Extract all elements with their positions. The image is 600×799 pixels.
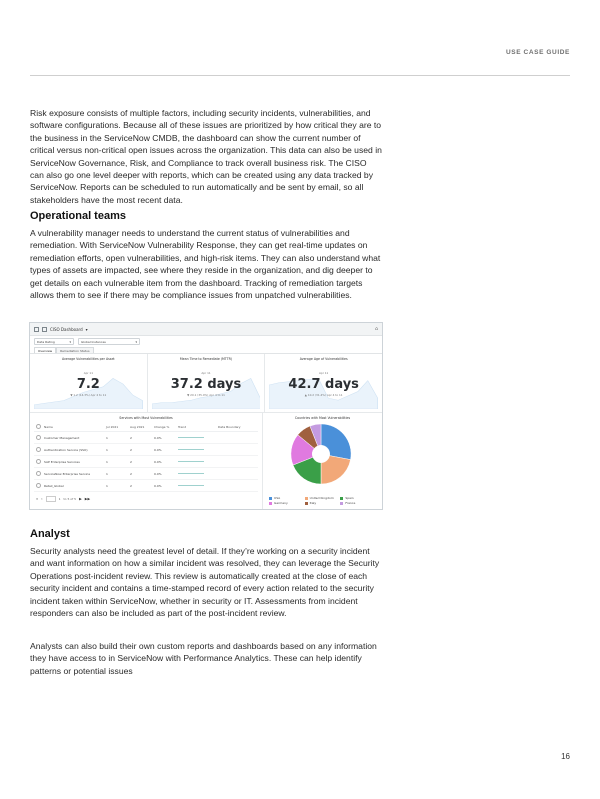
chart-title: Countries with Most Vulnerabilities [294, 416, 351, 420]
first-page-icon[interactable]: « [36, 497, 39, 501]
legend-swatch [340, 502, 343, 505]
donut-slice-usa[interactable] [321, 424, 351, 460]
filter-label: Data Rating [37, 339, 55, 344]
service-name[interactable]: Authentication Service (SSO) [42, 444, 104, 456]
menu-icon[interactable] [34, 327, 39, 332]
legend-item[interactable] [269, 496, 305, 500]
cell: 1 [104, 432, 128, 444]
cell: 0.0% [152, 444, 176, 456]
page-range: to 5 of 5 [63, 497, 77, 501]
trend-line [178, 485, 204, 486]
trend-line [178, 449, 204, 450]
metric-card-change: ▼ 1.2 (14.3%) Apr 4 to 11 [70, 393, 107, 397]
document-section-label: USE CASE GUIDE [505, 49, 570, 56]
metric-card-value: 7.2 [76, 377, 100, 392]
analyst-paragraph-1: Security analysts need the greatest level of detail. If they’re working on a security incident and want information on how a similar incident was resolved, they can leverage the Security Operations post-incident review. This review is automatically created at the close of each security incident and contains a time-stamped record of every action related to the security incident taken within ServiceNow, whether in security or IT. Assessments from incident responders can also be included as part of the post-incident review. [30, 546, 380, 619]
services-table-panel [30, 413, 263, 510]
legend-item[interactable] [305, 501, 341, 505]
analyst-paragraph-2: Analysts can also build their own custom reports and dashboards based on any information they have access to in ServiceNow with Performance Analytics. These can help identify patterns or potential issues [30, 641, 377, 676]
table-pager [30, 492, 262, 506]
metric-card[interactable] [265, 354, 382, 412]
legend-label: USA [274, 496, 281, 500]
dashboard-tabs [30, 347, 382, 354]
column-header[interactable]: Jul 2021 [104, 423, 128, 432]
analyst-heading: Analyst [30, 528, 70, 540]
services-table [34, 423, 258, 492]
dashboard-title: CISO Dashboard [50, 326, 83, 332]
dashboard-bottom-row [30, 413, 382, 510]
row-checkbox[interactable] [36, 435, 41, 440]
select-all-checkbox[interactable] [34, 423, 42, 432]
page-input[interactable] [46, 496, 56, 502]
intro-paragraph: Risk exposure consists of multiple factors, including security incidents, vulnerabilities, and software configurations. Because all of these issues are prioritized by how critical they are to the business in the ServiceNow CMDB, the dashboard can show the current number of critical versus non-critical open issues across the organization. This data can also be used in ServiceNow Governance, Risk, and Compliance to track overall business risk. The CISO can also go one level deeper with reports, which can be created using any data tracked by ServiceNow. Reports can be scheduled to run automatically and be sent by email, so all stakeholders have the most recent data. [30, 108, 382, 205]
column-header[interactable]: Change % [152, 423, 176, 432]
legend-item[interactable] [269, 501, 305, 505]
table-row[interactable] [34, 456, 258, 468]
column-header[interactable]: Name [42, 423, 104, 432]
filter-label: Global Instances [81, 339, 106, 344]
donut-slice-united-kingdom[interactable] [321, 456, 351, 484]
tab-overview[interactable]: Overview [34, 347, 56, 353]
trend-line [178, 437, 204, 438]
cell: 2 [128, 456, 152, 468]
service-name[interactable]: ServiceNow Enterprise Service [42, 468, 104, 480]
operational-teams-heading: Operational teams [30, 210, 126, 222]
countries-chart-panel [263, 413, 382, 510]
metric-card-change: ▼ 20.1 (35.0%) Apr 4 to 11 [187, 393, 225, 397]
cell: 2 [128, 444, 152, 456]
metric-card-date: Apr 11 [201, 371, 211, 375]
metric-card-change: ▲ 10.2 (31.4%) Apr 4 to 11 [304, 393, 343, 397]
cell: 0.0% [152, 456, 176, 468]
table-row[interactable] [34, 480, 258, 492]
service-name[interactable]: SAP Enterprise Services [42, 456, 104, 468]
panel-title: Services with Most Vulnerabilities [119, 416, 173, 420]
legend-label: France [345, 501, 356, 505]
filter-select-instances[interactable] [78, 338, 140, 345]
row-checkbox[interactable] [36, 471, 41, 476]
metric-card-title: Mean Time to Remediate (MTTR) [179, 357, 233, 361]
column-header[interactable]: Trend [176, 423, 216, 432]
cell: 0.0% [152, 480, 176, 492]
metric-card-value: 37.2 days [170, 377, 242, 392]
row-checkbox[interactable] [36, 447, 41, 452]
trend-line [178, 461, 204, 462]
legend-label: United Kingdom [309, 496, 334, 500]
cell: 2 [128, 480, 152, 492]
legend-swatch [305, 497, 308, 500]
cell: 1 [104, 480, 128, 492]
legend-swatch [269, 502, 272, 505]
column-header[interactable]: Data Boundary [216, 423, 258, 432]
dashboard-title-bar [30, 323, 382, 336]
metric-cards [30, 354, 382, 413]
cell: 1 [104, 468, 128, 480]
grid-icon[interactable] [42, 327, 47, 332]
table-row[interactable] [34, 468, 258, 480]
lock-icon[interactable]: ⌂ [374, 326, 378, 332]
dashboard-filters [30, 336, 382, 347]
metric-card-date: Apr 11 [83, 371, 93, 375]
operational-teams-paragraph: A vulnerability manager needs to understand the current status of vulnerabilities and remediation. With ServiceNow Vulnerability Response, they can get real-time updates on remediation efforts, open vulnerabilities, and high-risk items. They can also understand what types of assets are impacted, see where they reside in the organization, and dig deeper to get details on each vulnerable item from the dashboard. Tracking of remediation targets allows them to see if there may be compliance issues from unpatched vulnerabilities. [30, 228, 381, 301]
page-number: 16 [561, 752, 570, 761]
chart-legend [269, 496, 376, 505]
next-page-icon[interactable]: ▶ [79, 497, 82, 501]
page-number: 1 [58, 497, 61, 501]
metric-card-value: 42.7 days [288, 377, 359, 392]
metric-card-title: Average Vulnerabilities per Asset [61, 357, 115, 361]
legend-label: Italy [309, 501, 317, 505]
cell: 1 [104, 456, 128, 468]
cell: 0.0% [152, 432, 176, 444]
cell: 1 [104, 444, 128, 456]
legend-swatch [269, 497, 272, 500]
chevron-down-icon[interactable]: ▾ [85, 326, 88, 332]
column-header[interactable]: Aug 2021 [128, 423, 152, 432]
cell: 0.0% [152, 468, 176, 480]
metric-card[interactable] [30, 354, 148, 412]
tab-remediation-status[interactable]: Remediation Status [56, 347, 93, 353]
trend-line [178, 473, 204, 474]
table-row[interactable] [34, 432, 258, 444]
legend-item[interactable] [305, 496, 341, 500]
table-header-row [34, 423, 258, 432]
filter-select-rating[interactable] [34, 338, 74, 345]
metric-card[interactable] [148, 354, 266, 412]
legend-item[interactable] [340, 501, 376, 505]
metric-card-date: Apr 11 [319, 371, 329, 375]
service-name[interactable]: Customer Management [42, 432, 104, 444]
service-name[interactable]: Retail_Global [42, 480, 104, 492]
legend-swatch [305, 502, 308, 505]
cell: 2 [128, 468, 152, 480]
legend-swatch [340, 497, 343, 500]
legend-label: Spain [345, 496, 354, 500]
last-page-icon[interactable]: ▶▶ [84, 497, 91, 501]
cell: 2 [128, 432, 152, 444]
legend-item[interactable] [340, 496, 376, 500]
table-row[interactable] [34, 444, 258, 456]
countries-donut-chart [275, 422, 367, 486]
metric-card-title: Average Age of Vulnerabilities [299, 357, 348, 361]
ciso-dashboard-screenshot [29, 322, 383, 510]
chevron-down-icon: ▾ [135, 339, 137, 344]
row-checkbox[interactable] [36, 483, 41, 488]
legend-label: Germany [274, 501, 288, 505]
header-divider [30, 75, 570, 76]
row-checkbox[interactable] [36, 459, 41, 464]
previous-page-icon[interactable]: ‹ [41, 497, 43, 501]
chevron-down-icon: ▾ [69, 339, 71, 344]
